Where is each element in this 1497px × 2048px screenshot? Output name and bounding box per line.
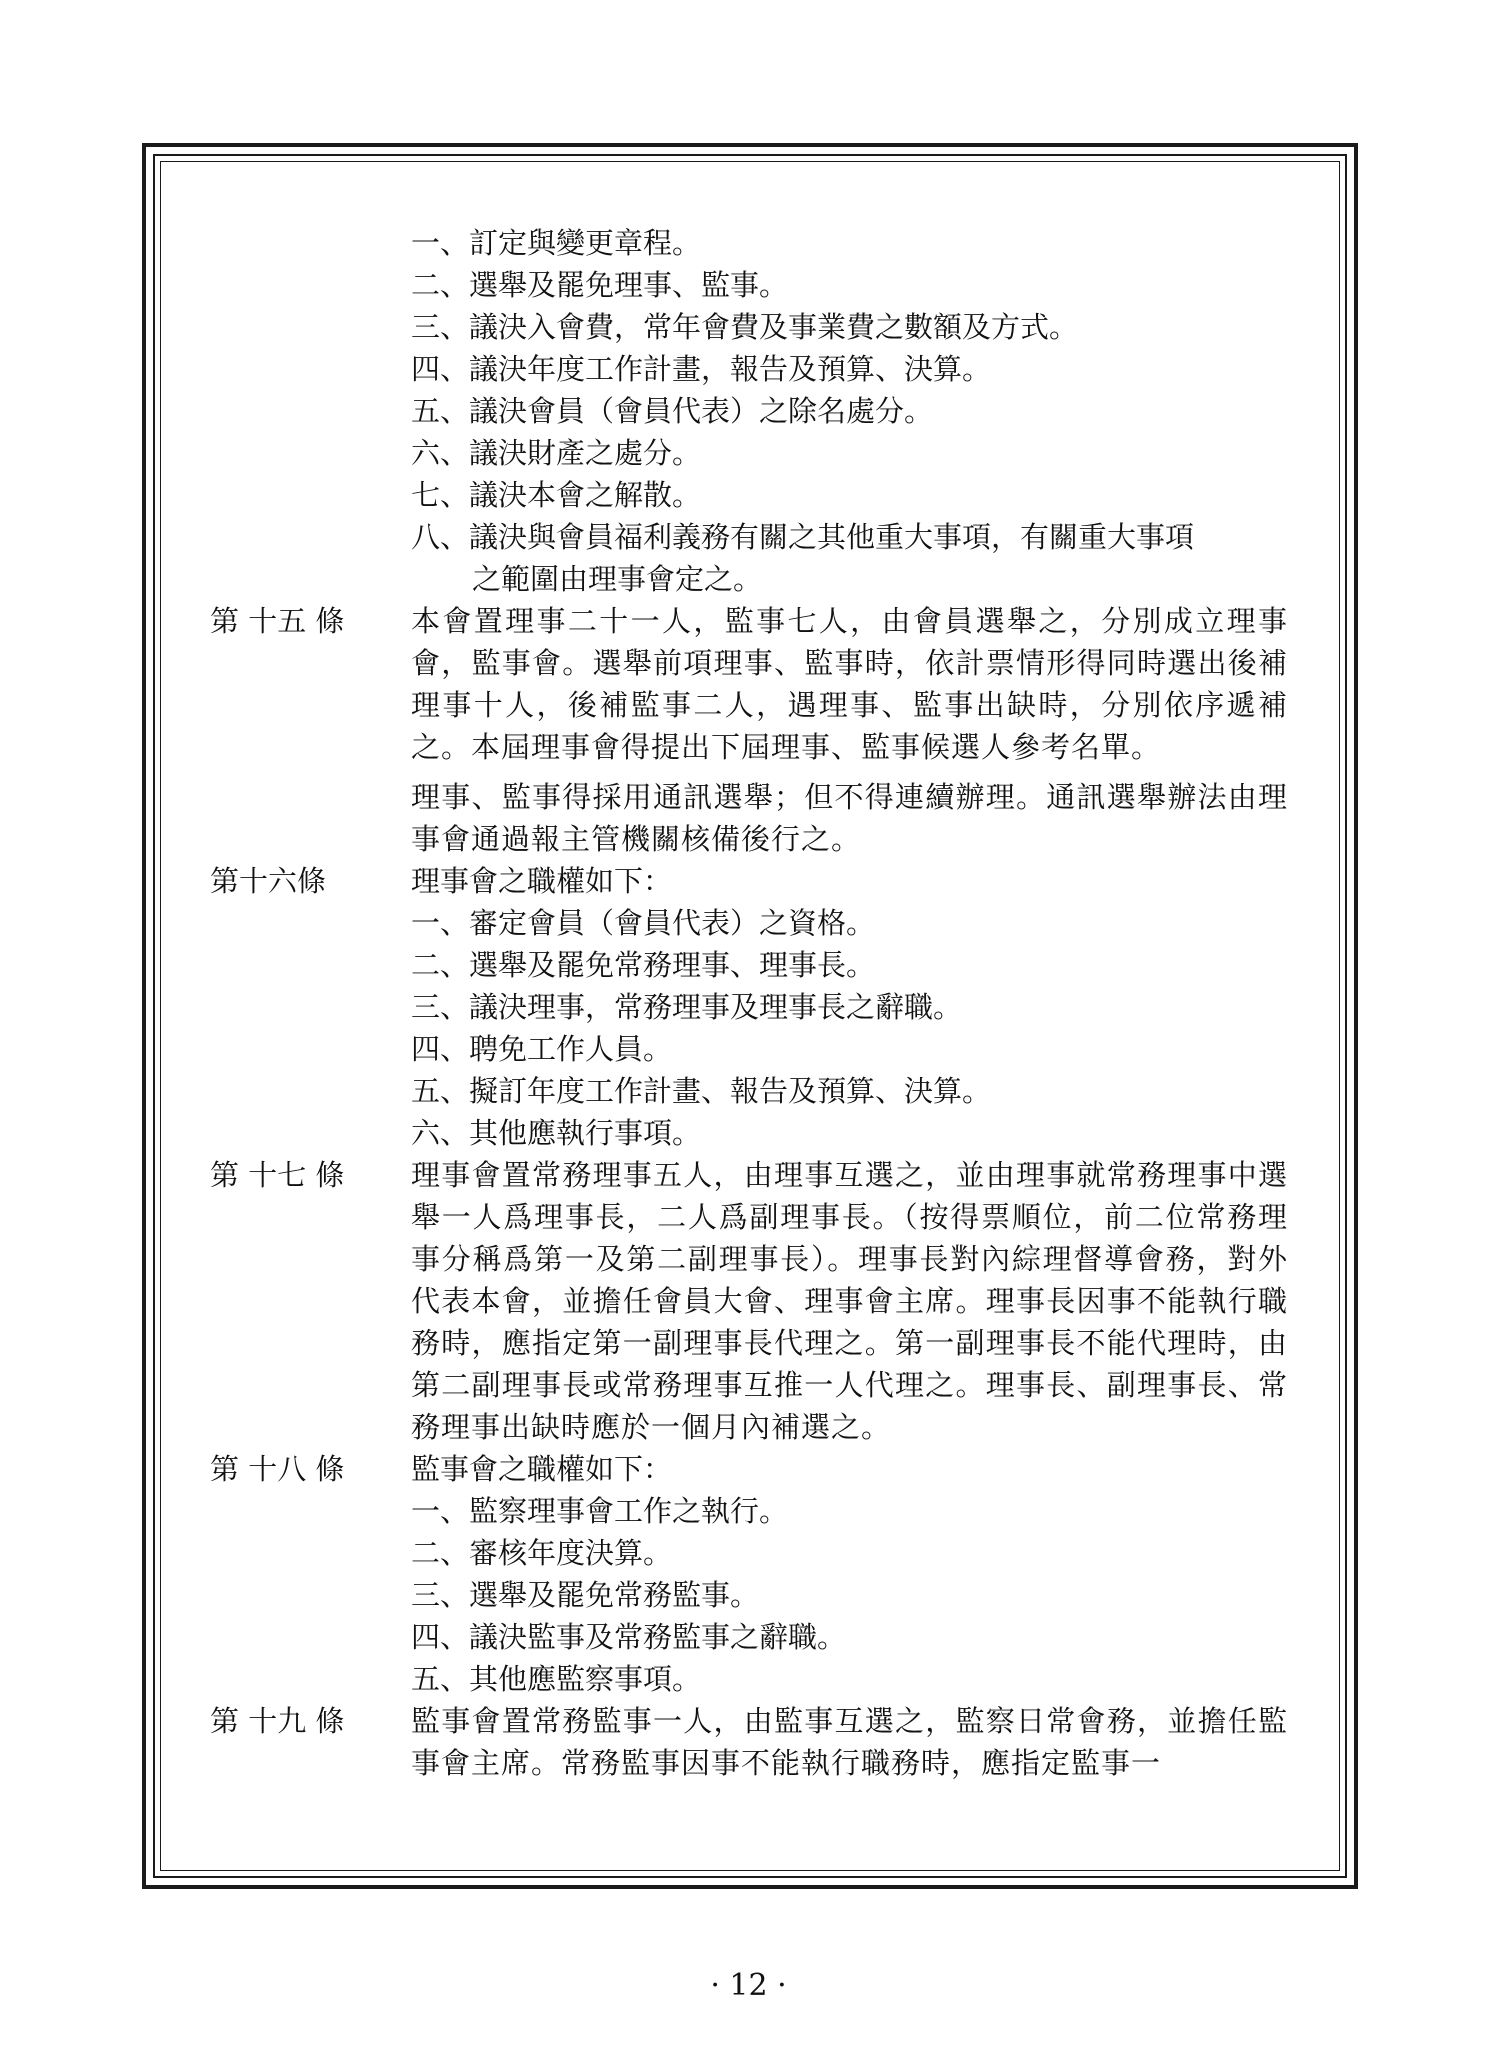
list-item: 五、擬訂年度工作計畫、報告及預算、決算。 (411, 1074, 992, 1108)
article-paragraph: 本會置理事二十一人，監事七人，由會員選舉之，分別成立理事會，監事會。選舉前項理事、監事時，依計票情形得同時選出後補理事十人，後補監事二人，遇理事、監事出缺時，分別依序遞補之。本屆理事會得提出下屆理事、監事候選人參考名單。 (411, 604, 1288, 764)
article-paragraph: 監事會置常務監事一人，由監事互選之，監察日常會務，並擔任監事會主席。常務監事因事不能執行職務時，應指定監事一 (411, 1704, 1288, 1780)
list-item: 一、審定會員（會員代表）之資格。 (411, 906, 876, 940)
list-item: 三、議決入會費，常年會費及事業費之數額及方式。 (411, 310, 1079, 344)
list-item: 四、聘免工作人員。 (411, 1032, 673, 1066)
article-label: 第 十九 條 (210, 1704, 345, 1738)
list-item: 二、選舉及罷免理事、監事。 (411, 268, 789, 302)
article-label: 第 十七 條 (210, 1158, 345, 1192)
list-item: 一、監察理事會工作之執行。 (411, 1494, 789, 1528)
list-item: 三、議決理事，常務理事及理事長之辭職。 (411, 990, 963, 1024)
list-item: 一、訂定與變更章程。 (411, 226, 702, 260)
article-intro: 理事會之職權如下： (411, 864, 673, 898)
article-17 (210, 1154, 1302, 1448)
list-item: 八、議決與會員福利義務有關之其他重大事項，有關重大事項 (411, 520, 1195, 554)
article-body (411, 860, 1288, 1154)
list-item: 二、選舉及罷免常務理事、理事長。 (411, 948, 876, 982)
list-item: 三、選舉及罷免常務監事。 (411, 1578, 760, 1612)
article-body (411, 1448, 1288, 1700)
article-label: 第 十五 條 (210, 604, 345, 638)
list-item: 六、議決財產之處分。 (411, 436, 702, 470)
list-item: 七、議決本會之解散。 (411, 478, 702, 512)
list-item: 四、議決年度工作計畫，報告及預算、決算。 (411, 352, 992, 386)
article-body (411, 1700, 1288, 1784)
article-19 (210, 1700, 1302, 1784)
article-label: 第 十八 條 (210, 1452, 345, 1486)
intro-list (210, 222, 1302, 600)
list-item: 五、議決會員（會員代表）之除名處分。 (411, 394, 934, 428)
list-item: 二、審核年度決算。 (411, 1536, 673, 1570)
article-label: 第十六條 (210, 864, 327, 898)
article-paragraph: 理事會置常務理事五人，由理事互選之，並由理事就常務理事中選舉一人爲理事長，二人爲副理事長。（按得票順位，前二位常務理事分稱爲第一及第二副理事長）。理事長對內綜理督導會務，對外代表本會，並擔任會員大會、理事會主席。理事長因事不能執行職務時，應指定第一副理事長代理之。第一副理事長不能代理時，由第二副理事長或常務理事互推一人代理之。理事長、副理事長、常務理事出缺時應於一個月內補選之。 (411, 1158, 1288, 1444)
article-body (411, 600, 1288, 860)
article-body (411, 1154, 1288, 1448)
list-item: 六、其他應執行事項。 (411, 1116, 702, 1150)
article-intro: 監事會之職權如下： (411, 1452, 673, 1486)
article-16 (210, 860, 1302, 1154)
article-15 (210, 600, 1302, 860)
document-body (210, 222, 1302, 1784)
page-number: · 12 · (710, 1968, 787, 2003)
article-paragraph: 理事、監事得採用通訊選舉；但不得連續辦理。通訊選舉辦法由理事會通過報主管機關核備後行之。 (411, 780, 1288, 856)
list-item-continuation: 之範圍由理事會定之。 (472, 562, 763, 596)
list-item: 五、其他應監察事項。 (411, 1662, 702, 1696)
article-18 (210, 1448, 1302, 1700)
list-item: 四、議決監事及常務監事之辭職。 (411, 1620, 847, 1654)
